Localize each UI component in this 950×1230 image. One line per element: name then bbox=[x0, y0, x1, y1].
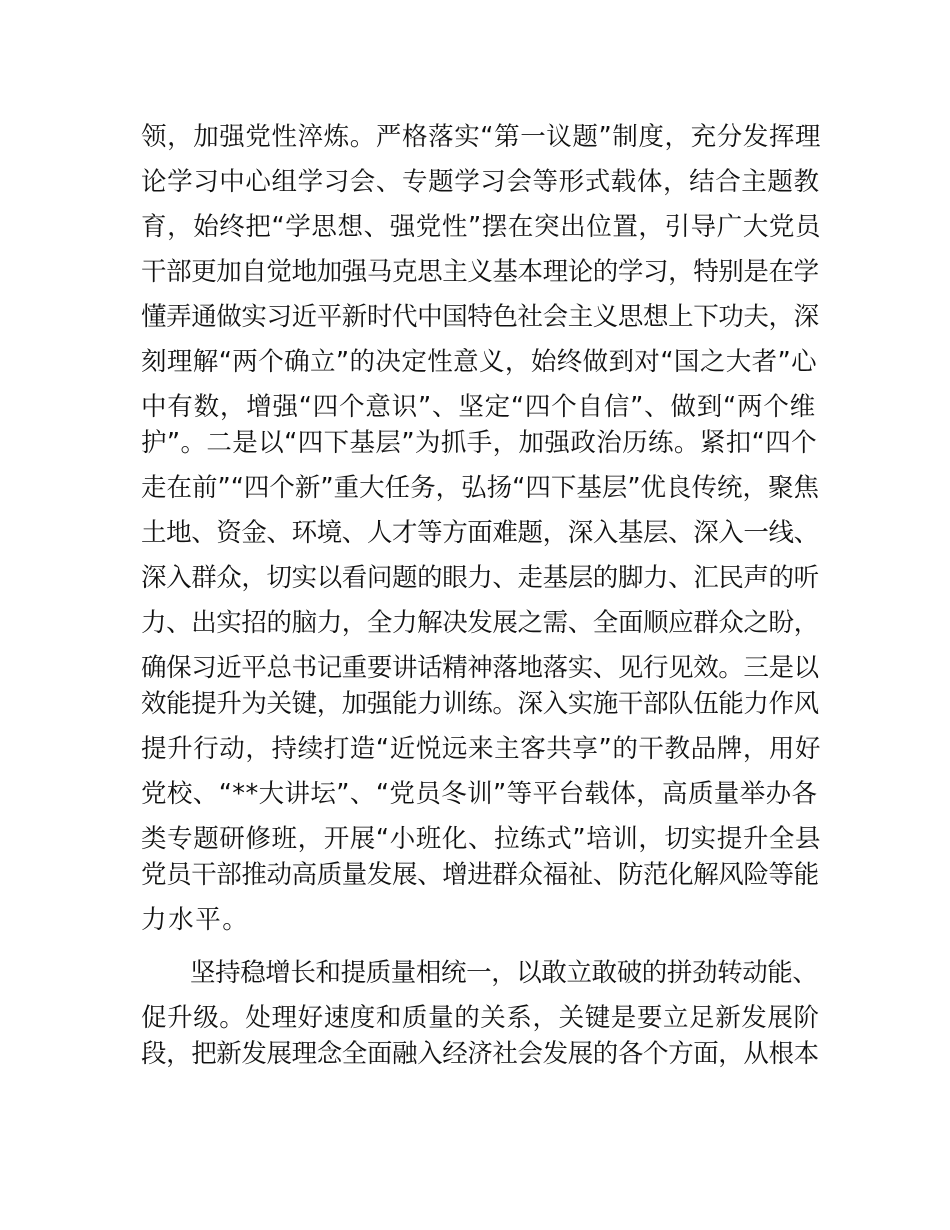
text-line: 确保习近平总书记重要讲话精神落地落实、见行见效。三是以 bbox=[141, 653, 819, 683]
text-line: 深入群众，切实以看问题的眼力、走基层的脚力、汇民声的听 bbox=[141, 563, 819, 593]
text-line: 力、出实招的脑力，全力解决发展之需、全面顺应群众之盼， bbox=[141, 608, 819, 638]
text-line: 坚持稳增长和提质量相统一，以敢立敢破的拼劲转动能、 bbox=[190, 958, 818, 988]
text-line: 育，始终把“学思想、强党性”摆在突出位置，引导广大党员 bbox=[141, 212, 822, 242]
text-line: 党员干部推动高质量发展、增进群众福祉、防范化解风险等能 bbox=[141, 860, 819, 890]
text-line: 护”。二是以“四下基层”为抓手，加强政治历练。紧扣“四个 bbox=[141, 428, 818, 458]
text-line: 领，加强党性淬炼。严格落实“第一议题”制度，充分发挥理 bbox=[141, 122, 822, 152]
text-line: 段，把新发展理念全面融入经济社会发展的各个方面，从根本 bbox=[141, 1039, 819, 1069]
text-line: 土地、资金、环境、人才等方面难题，深入基层、深入一线、 bbox=[141, 518, 819, 548]
text-line: 提升行动，持续打造“近悦远来主客共享”的干教品牌，用好 bbox=[141, 734, 822, 764]
text-line: 刻理解“两个确立”的决定性意义，始终做到对“国之大者”心 bbox=[141, 347, 818, 377]
text-line: 效能提升为关键，加强能力训练。深入实施干部队伍能力作风 bbox=[141, 689, 819, 719]
text-line: 促升级。处理好速度和质量的关系，关键是要立足新发展阶 bbox=[141, 1003, 820, 1033]
text-line: 党校、“**大讲坛”、“党员冬训”等平台载体，高质量举办各 bbox=[141, 779, 818, 809]
text-line: 干部更加自觉地加强马克思主义基本理论的学习，特别是在学 bbox=[141, 257, 819, 287]
text-line: 力水平。 bbox=[141, 905, 250, 935]
text-line: 论学习中心组学习会、专题学习会等形式载体，结合主题教 bbox=[141, 167, 820, 197]
text-line: 类专题研修班，开展“小班化、拉练式”培训，切实提升全县 bbox=[141, 824, 822, 854]
text-line: 懂弄通做实习近平新时代中国特色社会主义思想上下功夫，深 bbox=[141, 302, 819, 332]
text-line: 中有数，增强“四个意识”、坚定“四个自信”、做到“两个维 bbox=[141, 392, 816, 422]
text-line: 走在前”“四个新”重大任务，弘扬“四下基层”优良传统，聚焦 bbox=[141, 473, 820, 503]
